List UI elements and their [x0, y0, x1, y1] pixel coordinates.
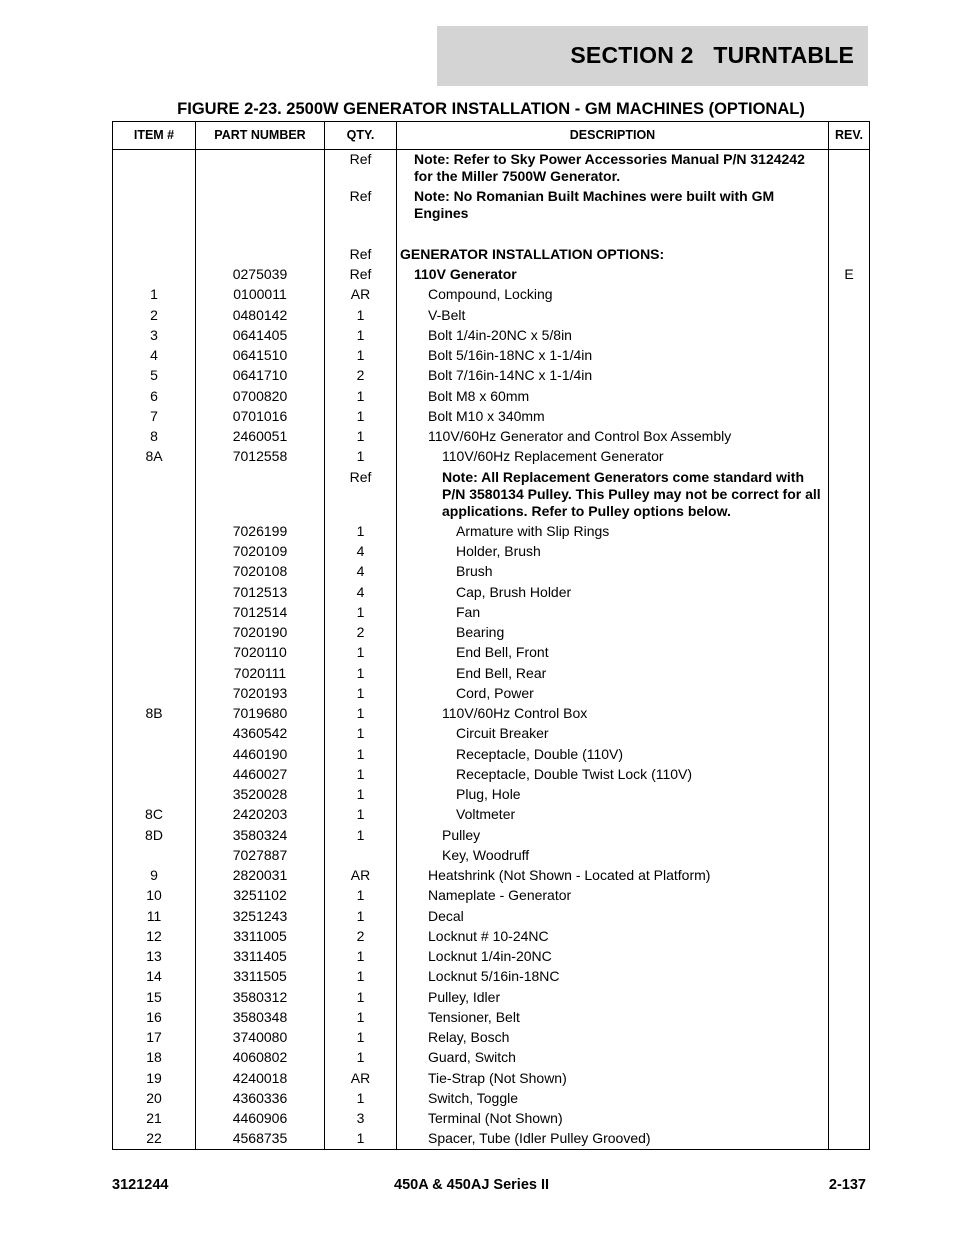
quantity: 1 — [356, 1089, 365, 1106]
table-row — [113, 968, 869, 988]
quantity: 1 — [356, 968, 365, 985]
figure-title: FIGURE 2-23. 2500W GENERATOR INSTALLATION - GM MACHINES (OPTIONAL) — [177, 100, 805, 118]
quantity: 4 — [356, 543, 365, 560]
quantity: 1 — [356, 428, 365, 445]
table-row — [113, 604, 869, 624]
part-number: 3251243 — [232, 907, 288, 924]
part-number: 4460906 — [232, 1110, 288, 1127]
description: Guard, Switch — [428, 1049, 516, 1066]
table-row — [113, 563, 869, 583]
description: Plug, Hole — [456, 786, 521, 803]
description: Fan — [456, 603, 481, 620]
table-row — [113, 746, 869, 766]
table-row — [113, 188, 869, 225]
item-number: 20 — [146, 1089, 162, 1106]
table-row — [113, 151, 869, 188]
description: GENERATOR INSTALLATION OPTIONS: — [400, 245, 665, 262]
description: Nameplate - Generator — [428, 887, 572, 904]
table-row — [113, 847, 869, 867]
part-number: 3520028 — [232, 786, 288, 803]
description: 110V/60Hz Generator and Control Box Assembly — [428, 428, 732, 445]
description: Locknut # 10-24NC — [428, 927, 549, 944]
table-row — [113, 806, 869, 826]
description: Compound, Locking — [428, 286, 553, 303]
description: Pulley — [442, 826, 481, 843]
item-number: 8A — [145, 448, 163, 465]
description: Locknut 5/16in-18NC — [428, 968, 560, 985]
footer-page-number: 2-137 — [828, 1177, 866, 1193]
table-row — [113, 584, 869, 604]
table-row — [113, 286, 869, 306]
table-row — [113, 644, 869, 664]
footer-model: 450A & 450AJ Series II — [394, 1177, 550, 1193]
description: Note: All Replacement Generators come standard with P/N 3580134 Pulley. This Pulley may not be correct for all applications. Refer to Pulley options below. — [442, 468, 821, 519]
quantity: 2 — [356, 367, 365, 384]
table-row — [113, 307, 869, 327]
quantity: 1 — [356, 948, 365, 965]
table-row — [113, 448, 869, 468]
section-title: SECTION 2 TURNTABLE — [570, 42, 854, 68]
description: Tie-Strap (Not Shown) — [428, 1069, 567, 1086]
quantity: 2 — [356, 927, 365, 944]
part-number: 3580348 — [232, 1008, 288, 1025]
description: 110V/60Hz Control Box — [442, 705, 588, 722]
item-number: 2 — [150, 306, 158, 323]
quantity: 1 — [356, 684, 365, 701]
table-row — [113, 989, 869, 1009]
item-number: 4 — [150, 347, 158, 364]
quantity: 1 — [356, 786, 365, 803]
description: Bolt 7/16in-14NC x 1-1/4in — [428, 367, 593, 384]
item-number: 21 — [146, 1110, 162, 1127]
quantity: 1 — [356, 1008, 365, 1025]
item-number: 8B — [145, 705, 163, 722]
table-row — [113, 1070, 869, 1090]
header-item: ITEM # — [133, 128, 175, 142]
item-number: 1 — [150, 286, 158, 303]
part-number: 4060802 — [232, 1049, 288, 1066]
quantity: 1 — [356, 725, 365, 742]
part-number: 2820031 — [232, 867, 288, 884]
part-number: 0701016 — [232, 407, 288, 424]
quantity: 1 — [356, 644, 365, 661]
quantity: 1 — [356, 1029, 365, 1046]
quantity: 1 — [356, 407, 365, 424]
item-number: 17 — [146, 1029, 162, 1046]
part-number: 7019680 — [232, 705, 288, 722]
description: Spacer, Tube (Idler Pulley Grooved) — [428, 1130, 651, 1147]
table-row — [113, 725, 869, 745]
description: Decal — [428, 907, 464, 924]
part-number: 2460051 — [232, 428, 288, 445]
table-row — [113, 887, 869, 907]
quantity: 1 — [356, 664, 365, 681]
part-number: 7027887 — [232, 846, 288, 863]
quantity: Ref — [349, 151, 372, 167]
part-number: 7012513 — [232, 583, 288, 600]
part-number: 3580312 — [232, 988, 288, 1005]
table-row — [113, 948, 869, 968]
part-number: 4460190 — [232, 745, 288, 762]
quantity: AR — [350, 1069, 371, 1086]
part-number: 0700820 — [232, 387, 288, 404]
description: Note: Refer to Sky Power Accessories Manual P/N 3124242 for the Miller 7500W Generator. — [414, 151, 805, 184]
table-row — [113, 624, 869, 644]
table-row — [113, 408, 869, 428]
table-row — [113, 685, 869, 705]
table-row — [113, 469, 869, 523]
quantity: 1 — [356, 765, 365, 782]
table-row — [113, 1110, 869, 1130]
part-number: 7020110 — [233, 644, 287, 661]
description: Bolt 5/16in-18NC x 1-1/4in — [428, 347, 593, 364]
header-description: DESCRIPTION — [569, 128, 656, 142]
description: End Bell, Rear — [456, 664, 547, 681]
part-number: 0641405 — [232, 326, 288, 343]
description: Key, Woodruff — [442, 846, 530, 863]
parts-table — [112, 121, 870, 1150]
item-number: 22 — [146, 1130, 162, 1147]
quantity: 1 — [356, 306, 365, 323]
table-row — [113, 1029, 869, 1049]
quantity: 1 — [356, 522, 365, 539]
header-part-number: PART NUMBER — [214, 128, 306, 142]
part-number: 7020193 — [232, 684, 288, 701]
description: Switch, Toggle — [428, 1089, 519, 1106]
description: End Bell, Front — [456, 644, 549, 661]
quantity: 1 — [356, 988, 365, 1005]
table-row — [113, 928, 869, 948]
header-divider — [113, 149, 869, 150]
description: Pulley, Idler — [428, 988, 501, 1005]
quantity: Ref — [349, 468, 372, 485]
item-number: 12 — [146, 927, 162, 944]
part-number: 7020190 — [232, 624, 288, 641]
part-number: 0641710 — [232, 367, 288, 384]
item-number: 15 — [146, 988, 162, 1005]
table-row — [113, 1130, 869, 1150]
item-number: 10 — [146, 887, 162, 904]
part-number: 4360542 — [232, 725, 288, 742]
table-row — [113, 786, 869, 806]
table-row — [113, 908, 869, 928]
table-row — [113, 705, 869, 725]
item-number: 6 — [150, 387, 158, 404]
quantity: 1 — [356, 887, 365, 904]
table-row — [113, 388, 869, 408]
description: Bolt M10 x 340mm — [428, 407, 545, 424]
quantity: Ref — [349, 266, 372, 283]
description: Bolt M8 x 60mm — [428, 387, 530, 404]
quantity: AR — [350, 286, 371, 303]
part-number: 7026199 — [232, 522, 288, 539]
part-number: 3740080 — [232, 1029, 288, 1046]
part-number: 2420203 — [232, 806, 288, 823]
table-row — [113, 523, 869, 543]
quantity: 1 — [356, 1130, 365, 1147]
item-number: 3 — [150, 326, 158, 343]
quantity: 1 — [356, 326, 365, 343]
table-row — [113, 327, 869, 347]
quantity: 1 — [356, 826, 365, 843]
quantity: AR — [350, 867, 371, 884]
description: Voltmeter — [456, 806, 516, 823]
quantity: Ref — [349, 245, 372, 262]
quantity: 1 — [356, 347, 365, 364]
part-number: 3311005 — [233, 927, 287, 944]
item-number: 5 — [150, 367, 158, 384]
table-row — [113, 1090, 869, 1110]
item-number: 19 — [146, 1069, 162, 1086]
part-number: 3580324 — [232, 826, 288, 843]
description: 110V Generator — [414, 266, 517, 283]
description: Tensioner, Belt — [428, 1008, 520, 1025]
part-number: 0100011 — [233, 286, 287, 303]
description: Cord, Power — [456, 684, 534, 701]
part-number: 3251102 — [233, 887, 287, 904]
description: Heatshrink (Not Shown - Located at Platform) — [428, 867, 711, 884]
quantity: 1 — [356, 1049, 365, 1066]
quantity: 1 — [356, 907, 365, 924]
item-number: 16 — [146, 1008, 162, 1025]
section-header — [437, 26, 868, 86]
quantity: 1 — [356, 448, 365, 465]
part-number: 4240018 — [232, 1069, 288, 1086]
part-number: 7020109 — [232, 543, 288, 560]
table-row — [113, 1049, 869, 1069]
item-number: 18 — [146, 1049, 162, 1066]
table-row — [113, 347, 869, 367]
table-row — [113, 543, 869, 563]
item-number: 13 — [146, 948, 162, 965]
header-qty: QTY. — [346, 128, 375, 142]
table-row — [113, 226, 869, 246]
footer-doc-number: 3121244 — [112, 1177, 169, 1193]
part-number: 4460027 — [232, 765, 288, 782]
item-number: 14 — [146, 968, 162, 985]
quantity: 1 — [356, 387, 365, 404]
description: Receptacle, Double (110V) — [456, 745, 624, 762]
description: Circuit Breaker — [456, 725, 549, 742]
part-number: 7020108 — [232, 563, 288, 580]
quantity: 1 — [356, 705, 365, 722]
quantity: 1 — [356, 745, 365, 762]
description: Bolt 1/4in-20NC x 5/8in — [428, 326, 572, 343]
description: Relay, Bosch — [428, 1029, 510, 1046]
item-number: 9 — [150, 867, 158, 884]
header-rev: REV. — [834, 128, 864, 142]
table-row — [113, 665, 869, 685]
table-row — [113, 827, 869, 847]
part-number: 0641510 — [232, 347, 288, 364]
quantity: 4 — [356, 583, 365, 600]
table-row — [113, 367, 869, 387]
quantity: 4 — [356, 563, 365, 580]
quantity: 3 — [356, 1110, 365, 1127]
part-number: 4360336 — [232, 1089, 288, 1106]
part-number: 0275039 — [232, 266, 288, 283]
part-number: 4568735 — [232, 1130, 288, 1147]
description: Brush — [456, 563, 493, 580]
revision: E — [844, 266, 854, 283]
quantity: 1 — [356, 603, 365, 620]
description: Terminal (Not Shown) — [428, 1110, 563, 1127]
item-number: 7 — [150, 407, 158, 424]
table-row — [113, 266, 869, 286]
description: 110V/60Hz Replacement Generator — [442, 448, 664, 465]
table-row — [113, 867, 869, 887]
item-number: 11 — [146, 907, 162, 924]
part-number: 3311505 — [233, 968, 287, 985]
table-row — [113, 1009, 869, 1029]
quantity: Ref — [349, 188, 372, 205]
part-number: 7012514 — [232, 603, 288, 620]
table-row — [113, 246, 869, 266]
part-number: 3311405 — [233, 948, 287, 965]
part-number: 7020111 — [233, 664, 287, 681]
table-row — [113, 766, 869, 786]
table-body — [113, 151, 869, 1151]
description: Cap, Brush Holder — [456, 583, 572, 600]
item-number: 8 — [150, 428, 158, 445]
description: Armature with Slip Rings — [456, 522, 610, 539]
table-row — [113, 428, 869, 448]
description: V-Belt — [428, 306, 466, 323]
description: Bearing — [456, 624, 505, 641]
description: Holder, Brush — [456, 543, 541, 560]
part-number: 7012558 — [232, 448, 288, 465]
description: Note: No Romanian Built Machines were built with GM Engines — [414, 188, 775, 222]
description: Receptacle, Double Twist Lock (110V) — [456, 765, 693, 782]
description: Locknut 1/4in-20NC — [428, 948, 552, 965]
item-number: 8C — [145, 806, 163, 823]
quantity: 2 — [356, 624, 365, 641]
item-number: 8D — [145, 826, 163, 843]
quantity: 1 — [356, 806, 365, 823]
part-number: 0480142 — [232, 306, 288, 323]
